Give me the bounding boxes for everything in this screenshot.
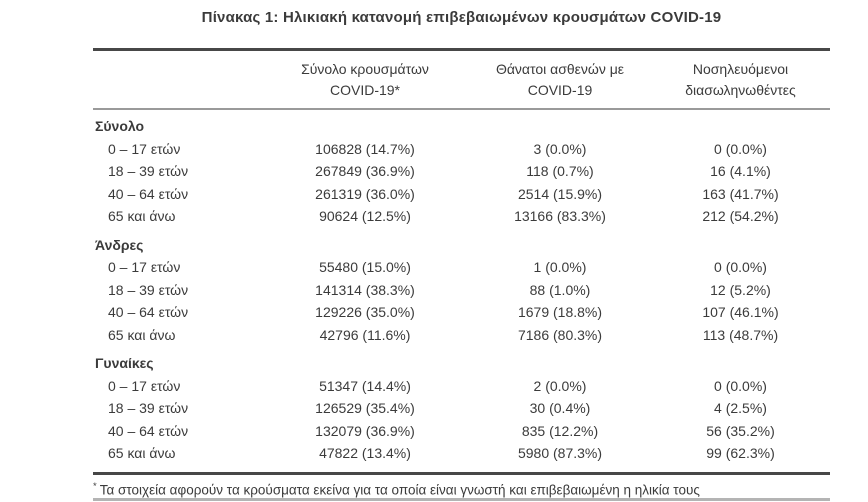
table-row [93,420,830,443]
footnote-text: Τα στοιχεία αφορούν τα κρούσματα εκείνα για τα οποία είναι γνωστή και επιβεβαιωμένη η ηλικία τους [99,482,700,497]
intubated-value: 163 (41.7%) [702,185,779,202]
deaths-value: 5980 (87.3%) [517,445,603,462]
cases-value: 261319 (36.0%) [315,185,415,202]
column-header-cases [261,59,469,101]
age-label: 40 – 64 ετών [108,185,189,202]
age-label: 0 – 17 ετών [108,140,181,157]
intubated-value: 0 (0.0%) [714,140,767,157]
cases-value: 132079 (36.9%) [315,422,415,439]
table-row [93,205,830,228]
deaths-value: 13166 (83.3%) [514,208,606,225]
column-header-intubated-line1: Νοσηλευόμενοι [692,61,789,77]
column-header-cases-line2: COVID-19* [329,82,401,98]
section-label: Γυναίκες [95,355,154,372]
deaths-value: 7186 (80.3%) [517,326,603,343]
column-header-deaths-line1: Θάνατοι ασθενών με [495,61,625,77]
section-header-women [93,352,830,375]
section-header-men [93,234,830,257]
header-divider-rule [93,108,830,110]
section-label: Άνδρες [95,236,144,253]
column-header-deaths-line2: COVID-19 [527,82,593,98]
age-label: 65 και άνω [108,326,176,343]
deaths-value: 88 (1.0%) [529,281,591,298]
table-row [93,301,830,324]
age-label: 0 – 17 ετών [108,259,181,276]
table-footnote [93,475,830,498]
deaths-value: 30 (0.4%) [529,400,591,417]
age-label: 18 – 39 ετών [108,163,189,180]
table-header-row [93,51,830,108]
cases-value: 55480 (15.0%) [319,259,411,276]
column-header-intubated-line2: διασωληνωθέντες [685,82,796,98]
age-label: 65 και άνω [108,445,176,462]
intubated-value: 99 (62.3%) [706,445,775,462]
table-row [93,279,830,302]
intubated-value: 4 (2.5%) [714,400,767,417]
deaths-value: 118 (0.7%) [526,163,594,180]
covid-age-table [93,0,830,497]
footnote-asterisk: * [93,480,97,492]
deaths-value: 2 (0.0%) [533,377,587,394]
table-row [93,397,830,420]
column-header-cases-line1: Σύνολο κρουσμάτων [301,61,429,77]
next-table-partial-rule [93,498,830,501]
section-header-total [93,115,830,138]
table-row [93,183,830,206]
age-label: 65 και άνω [108,208,176,225]
intubated-value: 16 (4.1%) [710,163,771,180]
deaths-value: 1679 (18.8%) [517,304,603,321]
age-label: 18 – 39 ετών [108,400,189,417]
table-row [93,256,830,279]
deaths-value: 2514 (15.9%) [517,185,603,202]
cases-value: 90624 (12.5%) [319,208,411,225]
deaths-value: 3 (0.0%) [533,140,587,157]
intubated-value: 12 (5.2%) [710,281,771,298]
deaths-value: 1 (0.0%) [533,259,587,276]
cases-value: 51347 (14.4%) [319,377,411,394]
table-row [93,442,830,465]
intubated-value: 113 (48.7%) [702,326,779,343]
table-row [93,324,830,347]
age-label: 18 – 39 ετών [108,281,189,298]
table-row [93,138,830,161]
table-row [93,160,830,183]
cases-value: 129226 (35.0%) [315,304,415,321]
cases-value: 126529 (35.4%) [315,400,415,417]
age-label: 40 – 64 ετών [108,422,189,439]
column-header-deaths [469,59,651,101]
intubated-value: 0 (0.0%) [714,377,767,394]
intubated-value: 56 (35.2%) [706,422,775,439]
deaths-value: 835 (12.2%) [521,422,599,439]
section-label: Σύνολο [95,118,145,135]
cases-value: 141314 (38.3%) [315,281,415,298]
intubated-value: 212 (54.2%) [702,208,779,225]
cases-value: 267849 (36.9%) [315,163,415,180]
table-row [93,375,830,398]
age-label: 0 – 17 ετών [108,377,181,394]
table-title: Πίνακας 1: Ηλικιακή κατανομή επιβεβαιωμένων κρουσμάτων COVID-19 [201,9,722,26]
intubated-value: 107 (46.1%) [702,304,779,321]
cases-value: 47822 (13.4%) [319,445,411,462]
cases-value: 106828 (14.7%) [315,140,415,157]
column-header-intubated [651,59,830,101]
age-label: 40 – 64 ετών [108,304,189,321]
cases-value: 42796 (11.6%) [319,326,411,343]
intubated-value: 0 (0.0%) [714,259,767,276]
